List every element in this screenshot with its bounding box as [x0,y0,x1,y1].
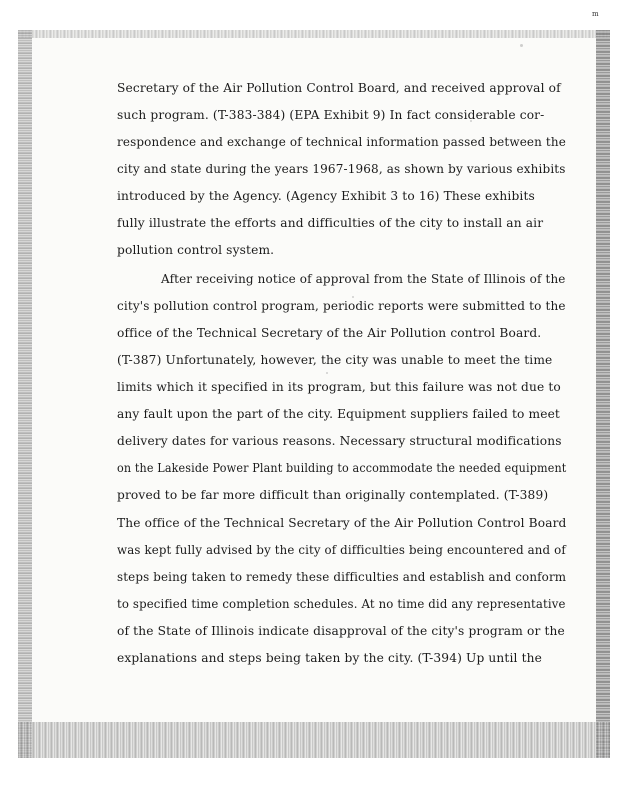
scan-speckle [326,372,328,374]
body-text-line: steps being taken to remedy these difficulties and establish and conform [117,570,567,584]
body-text-line: pollution control system. [117,243,275,257]
body-text-line: delivery dates for various reasons. Necessary structural modifications [117,434,562,448]
body-text-line: city's pollution control program, periodic reports were submitted to the [117,299,566,313]
scan-edge-bottom [18,722,610,758]
body-text-line: proved to be far more difficult than originally contemplated. (T-389) [117,488,549,502]
scan-speckle [520,44,523,47]
body-text-line: explanations and steps being taken by the city. (T-394) Up until the [117,651,543,665]
body-text-line: respondence and exchange of technical information passed between the [117,135,566,149]
corner-mark: m [592,10,599,18]
scan-edge-right [596,30,610,758]
body-text-line: office of the Technical Secretary of the Air Pollution control Board. [117,326,542,340]
body-text-line: fully illustrate the efforts and difficulties of the city to install an air [117,216,544,230]
body-text-line: any fault upon the part of the city. Equipment suppliers failed to meet [117,407,560,421]
body-text-line: Secretary of the Air Pollution Control Board, and received approval of [117,81,561,95]
body-text-line: of the State of Illinois indicate disapproval of the city's program or the [117,624,565,638]
body-text-line: to specified time completion schedules. At no time did any representative [117,597,566,611]
body-text-line: city and state during the years 1967-1968, as shown by various exhibits [117,162,566,176]
body-text-line: was kept fully advised by the city of difficulties being encountered and of [117,543,566,557]
body-text-line: The office of the Technical Secretary of the Air Pollution Control Board [117,516,567,530]
body-text-line: on the Lakeside Power Plant building to accommodate the needed equipment [117,461,567,475]
body-text-line: such program. (T-383-384) (EPA Exhibit 9) In fact considerable cor- [117,108,545,122]
body-text-line: introduced by the Agency. (Agency Exhibit 3 to 16) These exhibits [117,189,535,203]
body-text-line: After receiving notice of approval from the State of Illinois of the [161,272,566,286]
body-text-line: (T-387) Unfortunately, however, the city was unable to meet the time [117,353,553,367]
scan-edge-top [18,30,610,38]
body-text-line: limits which it specified in its program, but this failure was not due to [117,380,561,394]
scan-edge-left [18,30,32,758]
